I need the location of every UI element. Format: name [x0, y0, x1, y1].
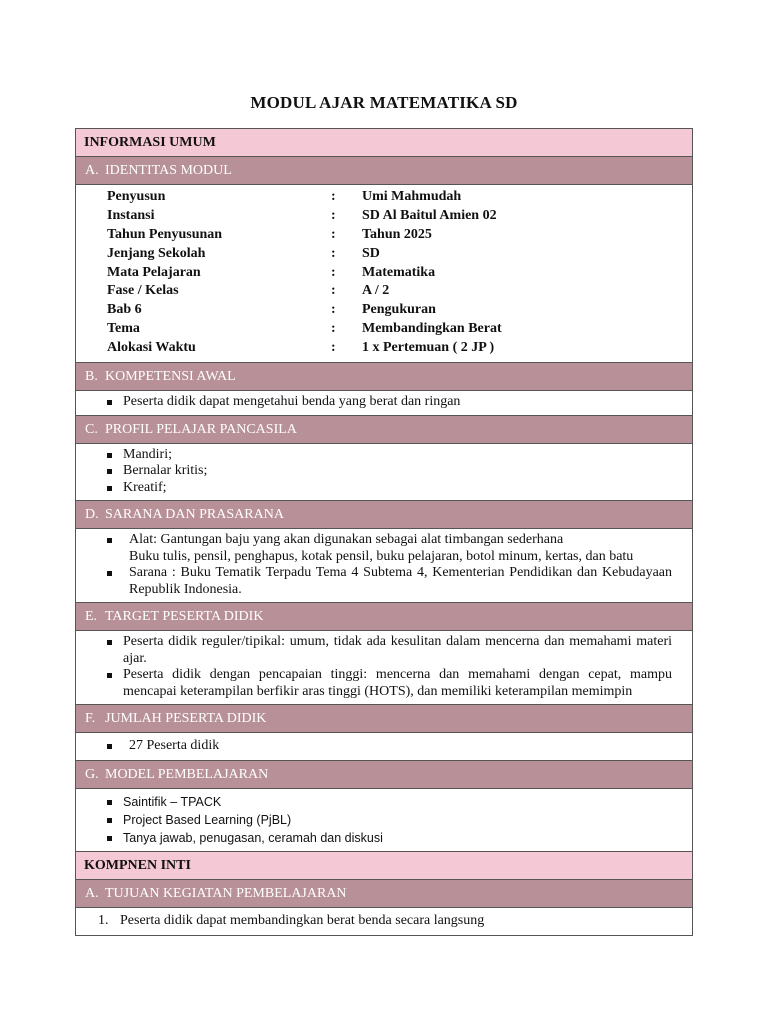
identity-key: Instansi	[107, 207, 155, 223]
identity-colon: :	[331, 245, 336, 261]
list-item	[76, 394, 672, 411]
list-item	[76, 811, 672, 829]
sarana-header	[76, 501, 692, 529]
identity-value: Matematika	[362, 264, 436, 280]
identity-colon: :	[331, 302, 336, 318]
list-item	[76, 532, 672, 549]
list-item	[76, 829, 672, 847]
identity-colon: :	[331, 189, 336, 204]
identity-colon: :	[331, 207, 336, 223]
identity-key: Mata Pelajaran	[107, 264, 201, 280]
list-item-text: Project Based Learning (PjBL)	[123, 812, 292, 827]
identity-row	[107, 282, 692, 301]
list-item-text: Tanya jawab, penugasan, ceramah dan diskusi	[123, 830, 383, 845]
list-item-text: Mandiri;	[123, 446, 172, 462]
identity-key: Tahun Penyusunan	[107, 226, 223, 242]
profil-section	[76, 444, 692, 502]
bullet-icon	[107, 538, 112, 543]
identity-colon: :	[331, 226, 336, 242]
section-heading: PROFIL PELAJAR PANCASILA	[105, 421, 297, 437]
module-table	[75, 128, 693, 936]
identity-value: 1 x Pertemuan ( 2 JP )	[362, 340, 495, 356]
bullet-icon	[107, 673, 112, 678]
bullet-icon	[107, 640, 112, 645]
identitas-header	[76, 157, 692, 185]
identity-key: Jenjang Sekolah	[107, 245, 206, 261]
section-heading: IDENTITAS MODUL	[105, 163, 232, 178]
identity-row	[107, 188, 692, 207]
section-letter: E.	[85, 609, 98, 625]
bullet-icon	[107, 571, 112, 576]
list-item-continuation: Buku tulis, pensil, penghapus, kotak pensil, buku pelajaran, botol minum, kertas, dan batu	[129, 548, 634, 564]
identity-row	[107, 264, 692, 283]
identity-key: Bab 6	[107, 302, 142, 318]
identity-value: SD Al Baitul Amien 02	[362, 207, 497, 223]
identity-value: Membandingkan Berat	[362, 321, 502, 337]
section-heading: JUMLAH PESERTA DIDIK	[105, 711, 267, 727]
tujuan-header	[76, 880, 692, 908]
identity-value: A / 2	[362, 283, 390, 299]
list-item-text: Kreatif;	[123, 479, 167, 495]
bullet-icon	[107, 469, 112, 474]
section-heading: SARANA DAN PRASARANA	[105, 507, 284, 523]
identity-key: Penyusun	[107, 189, 166, 204]
section-letter: C.	[85, 421, 98, 437]
model-header	[76, 761, 692, 789]
identity-value: Tahun 2025	[362, 226, 432, 242]
section-letter: G.	[85, 766, 99, 782]
bullet-icon	[107, 400, 112, 405]
identity-key: Alokasi Waktu	[107, 340, 196, 356]
list-item	[76, 667, 672, 700]
profil-header	[76, 416, 692, 444]
identity-value: Umi Mahmudah	[362, 189, 462, 204]
identity-row	[107, 339, 692, 358]
list-item	[76, 793, 672, 811]
list-item	[76, 447, 672, 464]
list-item-text: Saintifik – TPACK	[123, 794, 222, 809]
identity-value: SD	[362, 245, 380, 261]
section-heading: KOMPETENSI AWAL	[105, 369, 236, 385]
identity-colon: :	[331, 264, 336, 280]
list-item-text: Sarana : Buku Tematik Terpadu Tema 4 Subtema 4, Kementerian Pendidikan dan Kebudayaan Republik Indonesia.	[129, 565, 672, 597]
bullet-icon	[107, 486, 112, 491]
list-item	[76, 480, 672, 497]
list-item	[76, 463, 672, 480]
target-section	[76, 631, 692, 705]
identity-key: Tema	[107, 321, 140, 337]
bullet-icon	[107, 744, 112, 749]
list-number: 1.	[98, 912, 109, 928]
identity-colon: :	[331, 321, 336, 337]
identity-row	[107, 207, 692, 226]
bullet-icon	[107, 818, 112, 823]
identity-row	[107, 245, 692, 264]
section-letter: D.	[85, 507, 99, 523]
info-umum-header: INFORMASI UMUM	[76, 129, 692, 157]
identity-colon: :	[331, 283, 336, 299]
list-item-text: Peserta didik dapat mengetahui benda yang berat dan ringan	[123, 394, 461, 410]
document-title: MODUL AJAR MATEMATIKA SD	[250, 93, 518, 112]
jumlah-section	[76, 733, 692, 761]
section-letter: B.	[85, 369, 98, 385]
list-item	[76, 634, 672, 667]
identity-key: Fase / Kelas	[107, 283, 179, 299]
section-heading: TUJUAN KEGIATAN PEMBELAJARAN	[105, 885, 347, 901]
bullet-icon	[107, 836, 112, 841]
identity-value: Pengukuran	[362, 302, 436, 318]
identity-row	[107, 301, 692, 320]
list-item-text: Alat: Gantungan baju yang akan digunakan sebagai alat timbangan sederhana	[129, 532, 564, 548]
komponen-inti-header: KOMPNEN INTI	[76, 852, 692, 880]
identity-colon: :	[331, 340, 336, 356]
model-section	[76, 789, 692, 852]
section-letter: F.	[85, 711, 96, 727]
kompetensi-section	[76, 391, 692, 416]
list-item-text: Peserta didik reguler/tipikal: umum, tidak ada kesulitan dalam mencerna dan memahami materi ajar.	[123, 634, 672, 666]
identitas-section	[76, 185, 692, 363]
list-item	[76, 738, 672, 755]
bullet-icon	[107, 453, 112, 458]
list-item-text: Bernalar kritis;	[123, 463, 208, 479]
identity-row	[107, 320, 692, 339]
target-header	[76, 603, 692, 631]
list-item-text: Peserta didik dapat membandingkan berat benda secara langsung	[120, 912, 485, 928]
section-letter: A.	[85, 885, 99, 901]
bullet-icon	[107, 800, 112, 805]
identity-row	[107, 226, 692, 245]
list-item	[76, 565, 672, 598]
sarana-section	[76, 529, 692, 603]
section-heading: MODEL PEMBELAJARAN	[105, 766, 269, 782]
section-heading: TARGET PESERTA DIDIK	[105, 609, 264, 625]
section-letter: A.	[85, 163, 99, 178]
kompetensi-header	[76, 363, 692, 391]
list-item-text: 27 Peserta didik	[129, 738, 220, 754]
list-item-text: Peserta didik dengan pencapaian tinggi: mencerna dan memahami dengan cepat, mampu mencapai keterampilan berfikir aras tinggi (HOTS), dan memiliki keterampilan memimpin	[123, 667, 672, 699]
jumlah-header	[76, 705, 692, 733]
tujuan-section	[76, 908, 692, 936]
